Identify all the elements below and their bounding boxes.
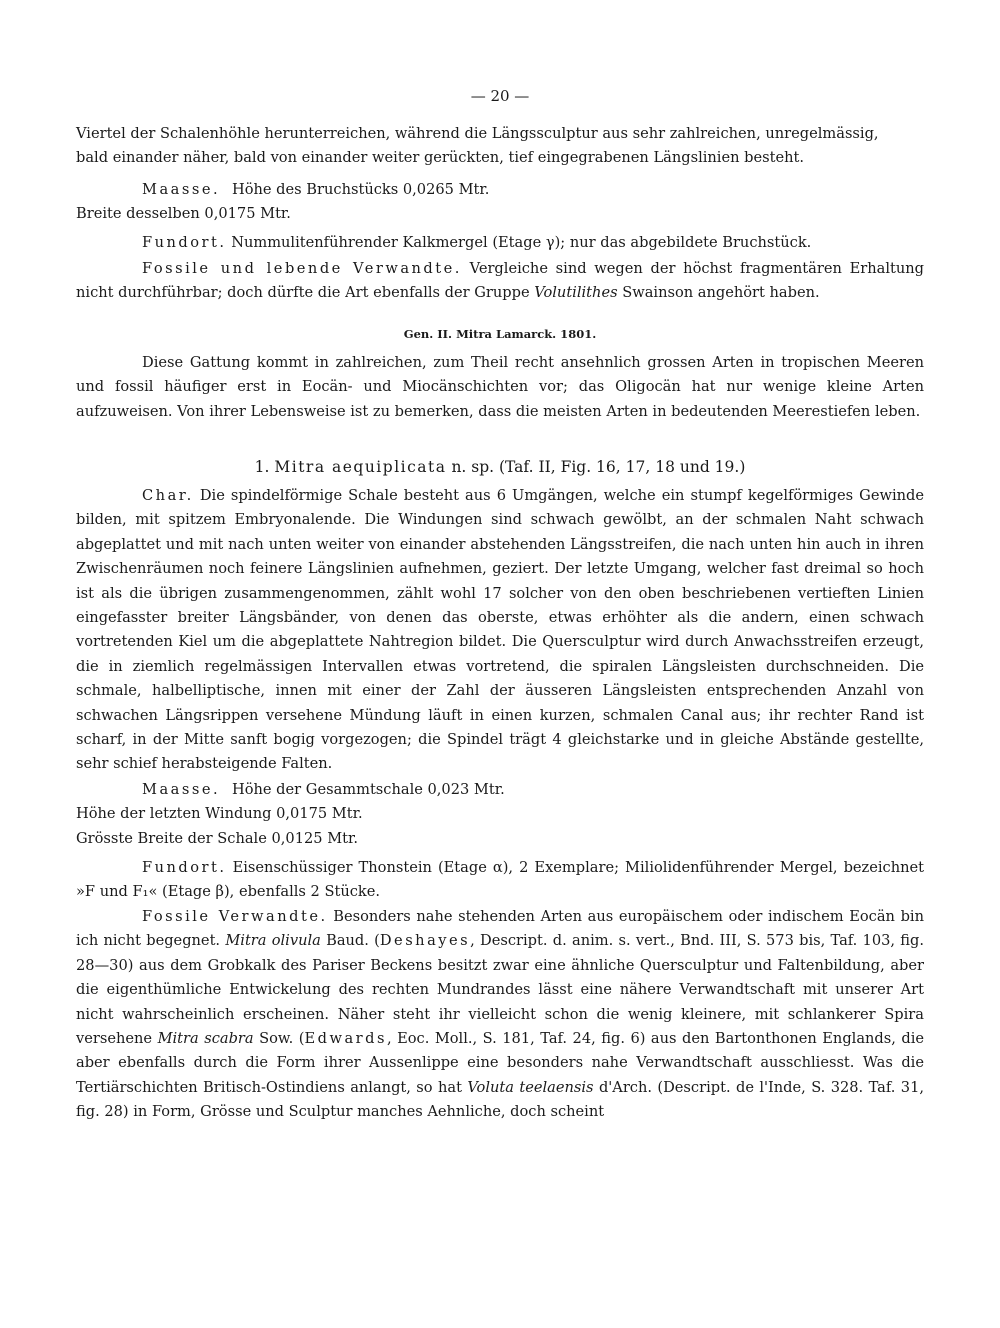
taxon-name: Mitra olivula [225,932,321,950]
fossile-1-label: Fossile und lebende Verwandte. [142,260,462,277]
fundort-2 [76,856,924,905]
char-text: Die spindelförmige Schale besteht aus 6 Umgängen, welche ein stumpf kegelförmiges Gewinde bilden, mit spitzem Embryonalende. Die Windungen sind schwach gewölbt, an der schmalen Naht schwach abgeplattet und mit nach unten weiter von einander abstehenden Längsstreifen, die nach unten hin auch in ihren Zwischenräumen noch feinere Längslinien aufnehmen, geziert. Der letzte Umgang, welcher fast dreimal so hoch ist als die übrigen zusammengenommen, zählt wohl 17 solcher von den oben beschriebenen vertieften Linien eingefasster breiter Längsbänder, von denen das oberste, etwas erhöhter als die andern, einen schwach vortretenden Kiel um die abgeplattete Nahtregion bildet. Die Quersculptur wird durch Anwachsstreifen erzeugt, die in ziemlich regelmässigen Intervallen etwas vortretend, die spiralen Längsleisten durchschneiden. Die schmale, halbelliptische, innen mit einer der Zahl der äusseren Längsleisten entsprechenden Anzahl von schwachen Längsrippen versehene Mündung läuft in einen kurzen, schmalen Canal aus; ihr rechter Rand ist scharf, in der Mitte sanft bogig vorgezogen; die Spindel trägt 4 gleichstarke und in gleiche Abstände gestellte, sehr schief herabsteigende Falten. [76,487,925,773]
measurement-item: Grösste Breite der Schale 0,0125 Mtr. [76,829,359,847]
fossile-2-text: Sow. ( [259,1030,305,1048]
measurement-item: Höhe der letzten Windung 0,0175 Mtr. [76,805,363,823]
author-name: Deshayes [379,932,471,950]
measurements-1-label: Maasse. [142,181,221,198]
fossile-2-text: d'Arch. (Descript. de l'Inde, S. 328. Taf. 31, fig. 28) in Form, Grösse und Sculptur manches Aehnliche, doch scheint [76,1078,924,1121]
fundort-2-label: Fundort. [142,859,227,876]
measurement-item: Breite desselben 0,0175 Mtr. [76,205,291,223]
species-rest: n. sp. (Taf. II, Fig. 16, 17, 18 und 19.) [451,458,746,476]
species-name: Mitra aequiplicata [274,458,447,476]
genus-heading: Gen. II. Mitra Lamarck. 1801. [403,327,597,341]
genus-section [76,322,924,346]
char-label: Char. [142,487,194,504]
fossile-2 [76,905,924,1125]
fossile-2-text: Besonders nahe stehenden Arten aus europäischem oder indischem Eocän bin ich nicht begegnet. [76,908,924,950]
page-number: — 20 — [470,87,530,105]
genus-text: Diese Gattung kommt in zahlreichen, zum Theil recht ansehnlich grossen Arten in tropischen Meeren und fossil häufiger erst in Eocän- und Miocänschichten vor; das Oligocän hat nur wenige kleine Arten aufzuweisen. Von ihrer Lebensweise ist zu bemerken, dass die meisten Arten in bedeutenden Meerestiefen leben. [76,354,924,420]
intro-line-2: bald einander näher, bald von einander weiter gerückten, tief eingegrabenen Längslinien besteht. [76,149,805,167]
fundort-1 [76,231,924,255]
genus-description [76,351,924,424]
measurements-2 [76,778,924,851]
species-number: 1. [254,458,270,476]
taxon-name: Volutilithes [534,284,618,302]
intro-paragraph [76,122,924,171]
fossile-2-text: , Descript. d. anim. s. vert., Bnd. III, S. 573 bis, Taf. 103, fig. 28—30) aus dem Grobkalk des Pariser Beckens besitzt zwar eine ähnliche Quersculptur und Faltenbildung, aber die eigenthümliche Entwickelung des rechten Mundrandes lässt eine nähere Verwandtschaft mit unserer Art nicht wahrscheinlich erscheinen. Näher steht ihr vielleicht schon die wenig kleinere, mit schlankerer Spira versehene [76,932,924,1048]
measurement-item: Höhe des Bruchstücks 0,0265 Mtr. [232,181,490,198]
fossile-1-text-a: Vergleiche sind wegen der höchst fragmentären Erhaltung nicht durchführbar; doch dürfte die Art ebenfalls der Gruppe [76,260,924,302]
taxon-name: Voluta teelaensis [467,1078,594,1096]
fossile-1 [76,257,924,306]
fossile-1-text-b: Swainson angehört haben. [622,284,820,302]
char-paragraph [76,484,924,777]
fundort-2-text: Eisenschüssiger Thonstein (Etage α), 2 Exemplare; Miliolidenführender Mergel, bezeichnet »F und F₁« (Etage β), ebenfalls 2 Stücke. [76,859,925,901]
fundort-1-label: Fundort. [142,234,227,251]
fossile-2-label: Fossile Verwandte. [142,908,328,925]
measurements-2-label: Maasse. [142,781,221,798]
fundort-1-text: Nummulitenführender Kalkmergel (Etage γ); nur das abgebildete Bruchstück. [231,234,812,251]
measurements-1 [76,178,924,227]
fossile-2-text: , Eoc. Moll., S. 181, Taf. 24, fig. 6) aus den Bartonthonen Englands, die aber ebenfalls durch die Form ihrer Aussenlippe eine besonders nahe Verwandtschaft ausschliesst. Was die Tertiärschichten Britisch-Ostindiens anlangt, so hat [76,1030,925,1096]
taxon-name: Mitra scabra [157,1030,254,1048]
species-heading [76,455,924,479]
intro-line-1: Viertel der Schalenhöhle herunterreichen, während die Längssculptur aus sehr zahlreichen, unregelmässig, [76,125,879,142]
author-name: Edwards [304,1030,387,1048]
measurement-item: Höhe der Gesammtschale 0,023 Mtr. [232,781,505,798]
fossile-2-text: Baud. ( [326,932,380,950]
